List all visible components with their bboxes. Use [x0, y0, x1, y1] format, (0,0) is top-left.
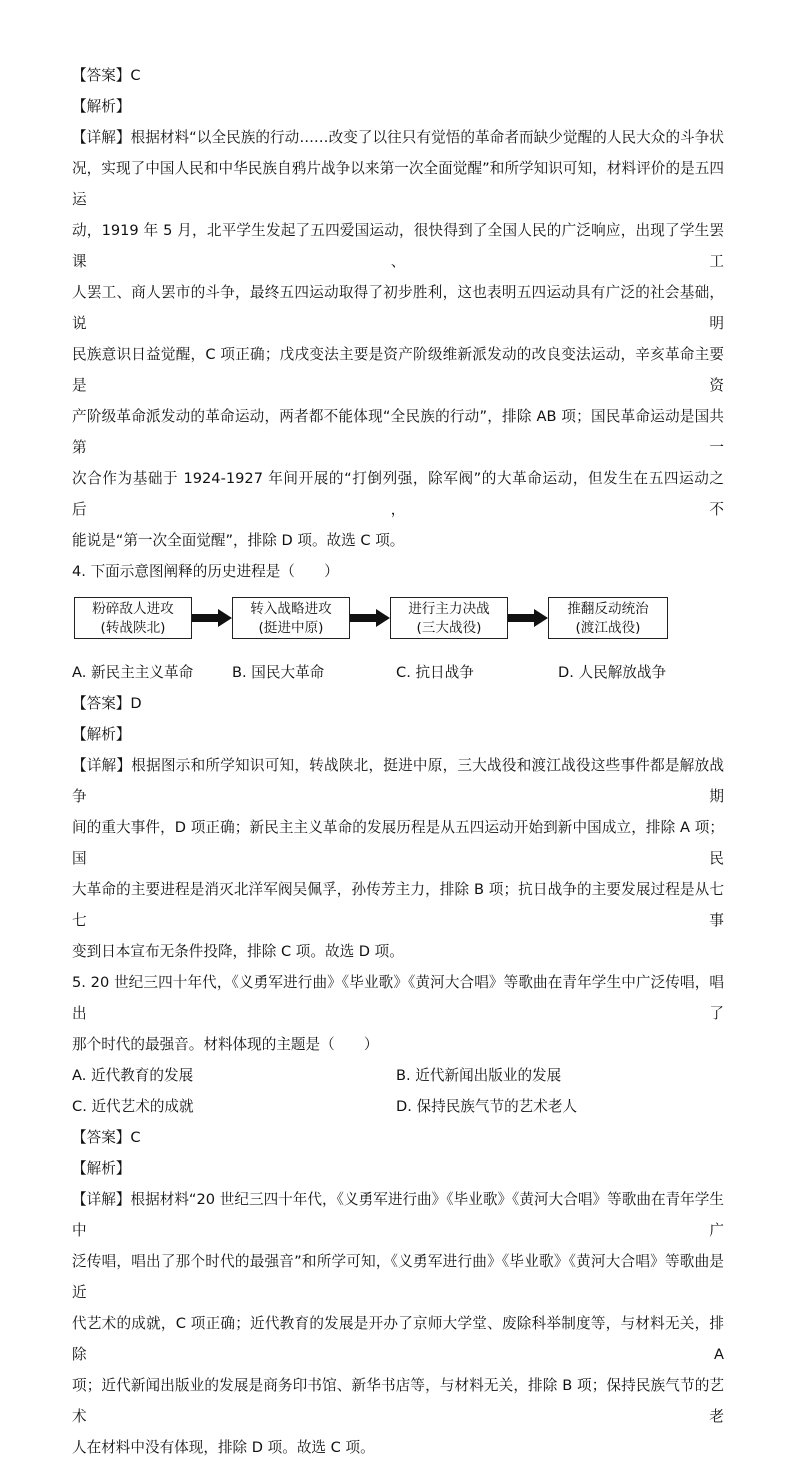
q3-detail-line: 能说是“第一次全面觉醒”，排除 D 项。故选 C 项。	[72, 532, 405, 549]
q5-detail-line: 泛传唱，唱出了那个时代的最强音”和所学可知，《义勇军进行曲》《毕业歌》《黄河大合唱》等歌曲是近	[72, 1253, 724, 1301]
flow-box-2-title: 转入战略进攻	[250, 601, 332, 617]
q5-options-row-2	[72, 1091, 724, 1122]
q3-analysis-text: 解析	[86, 98, 116, 115]
q4-options	[72, 657, 724, 688]
flow-box-4	[548, 597, 668, 639]
flow-arrow-icon	[508, 609, 548, 627]
q4-option-b: B. 国民大革命	[232, 664, 325, 681]
flow-box-1-title: 粉碎敌人进攻	[92, 601, 174, 617]
q5-option-b: B. 近代新闻出版业的发展	[396, 1067, 562, 1084]
q3-detail-line: 产阶级革命派发动的革命运动，两者都不能体现“全民族的行动”，排除 AB 项；国民革命运动是国共第一	[72, 408, 724, 456]
flow-box-2	[232, 597, 350, 639]
q5-detail-line: 【详解】根据材料“20 世纪三四十年代，《义勇军进行曲》《毕业歌》《黄河大合唱》等歌曲在青年学生中广	[72, 1191, 724, 1239]
q4-detail-line: 【详解】根据图示和所学知识可知，转战陕北，挺进中原，三大战役和渡江战役这些事件都是解放战争期	[72, 757, 724, 805]
flow-box-4-sub: (渡江战役)	[575, 620, 641, 636]
q5-analysis-text: 解析	[86, 1160, 116, 1177]
flow-box-4-title: 推翻反动统治	[567, 601, 649, 617]
q3-detail-line: 民族意识日益觉醒，C 项正确；戊戌变法主要是资产阶级维新派发动的改良变法运动，辛亥革命主要是资	[72, 346, 724, 394]
flow-box-1	[74, 597, 192, 639]
q5-analysis-label: 【解析】	[72, 1160, 131, 1177]
q5-option-c: C. 近代艺术的成就	[72, 1098, 194, 1115]
flow-arrow-icon	[192, 609, 232, 627]
q5-option-d: D. 保持民族气节的艺术老人	[396, 1098, 578, 1115]
q4-detail-line: 大革命的主要进程是消灭北洋军阀吴佩孚，孙传芳主力，排除 B 项；抗日战争的主要发展过程是从七七事	[72, 881, 724, 929]
flow-box-2-sub: (挺进中原)	[258, 620, 324, 636]
flow-box-1-sub: (转战陕北)	[100, 620, 166, 636]
q3-detail-line: 人罢工、商人罢市的斗争，最终五四运动取得了初步胜利，这也表明五四运动具有广泛的社会基础，说明	[72, 284, 724, 332]
q3-detail-line: 【详解】根据材料“以全民族的行动……改变了以往只有觉悟的革命者而缺少觉醒的人民大众的斗争状	[72, 129, 724, 146]
q3-analysis-label: 【解析】	[72, 98, 131, 115]
q4-answer: 【答案】D	[72, 695, 142, 712]
q5-detail-line: 代艺术的成就，C 项正确；近代教育的发展是开办了京师大学堂、废除科举制度等，与材料无关，排除 A	[72, 1315, 724, 1363]
q4-option-d: D. 人民解放战争	[558, 664, 667, 681]
q4-stem: 4. 下面示意图阐释的历史进程是（ ）	[72, 563, 339, 580]
q5-option-a: A. 近代教育的发展	[72, 1067, 194, 1084]
flow-box-3-title: 进行主力决战	[408, 601, 490, 617]
q5-detail-line: 项；近代新闻出版业的发展是商务印书馆、新华书店等，与材料无关，排除 B 项；保持民族气节的艺术老	[72, 1377, 724, 1425]
document-page	[72, 60, 724, 1463]
q5-detail-line: 人在材料中没有体现，排除 D 项。故选 C 项。	[72, 1439, 375, 1456]
q3-answer: 【答案】C	[72, 67, 141, 84]
q4-option-c: C. 抗日战争	[396, 664, 474, 681]
q5-options-row-1	[72, 1060, 724, 1091]
q4-analysis-label: 【解析】	[72, 726, 131, 743]
flow-box-3-sub: (三大战役)	[416, 620, 482, 636]
q4-detail-line: 变到日本宣布无条件投降，排除 C 项。故选 D 项。	[72, 943, 404, 960]
q3-detail-line: 动，1919 年 5 月，北平学生发起了五四爱国运动，很快得到了全国人民的广泛响应，出现了学生罢课、工	[72, 222, 724, 270]
q4-detail-line: 间的重大事件，D 项正确；新民主主义革命的发展历程是从五四运动开始到新中国成立，排除 A 项；国民	[72, 819, 724, 867]
q3-detail-line: 次合作为基础于 1924-1927 年间开展的“打倒列强，除军阀”的大革命运动，但发生在五四运动之后，不	[72, 470, 724, 518]
q4-option-a: A. 新民主主义革命	[72, 664, 194, 681]
q3-detail-line: 况，实现了中国人民和中华民族自鸦片战争以来第一次全面觉醒”和所学知识可知，材料评价的是五四运	[72, 160, 724, 208]
flow-arrow-icon	[350, 609, 390, 627]
q5-stem-line: 5. 20 世纪三四十年代，《义勇军进行曲》《毕业歌》《黄河大合唱》等歌曲在青年学生中广泛传唱，唱出了	[72, 974, 724, 1022]
q5-answer: 【答案】C	[72, 1129, 141, 1146]
q4-analysis-text: 解析	[86, 726, 116, 743]
q5-stem-line: 那个时代的最强音。材料体现的主题是（ ）	[72, 1036, 379, 1053]
flow-box-3	[390, 597, 508, 639]
q4-flow-diagram	[72, 597, 724, 653]
